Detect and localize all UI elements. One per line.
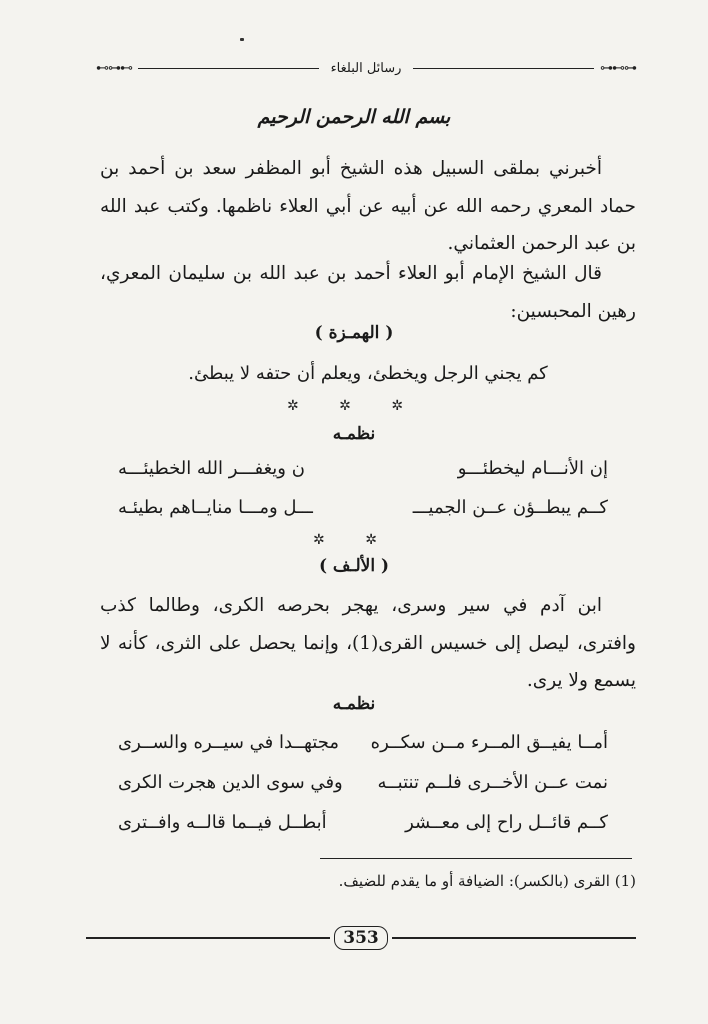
verse-hemistich-left: أبطــل فيــما قالــه وافــترى <box>118 812 327 833</box>
paragraph-intro-text: أخبرني بملقى السبيل هذه الشيخ أبو المظفر سعد بن أحمد بن حماد المعري رحمه الله عن أبيه عن أبي العلاء ناظمها. وكتب عبد الله بن عبد الرحمن العثماني. <box>100 158 636 254</box>
verse-hemistich-left: وفي سوى الدين هجرت الكرى <box>118 772 343 793</box>
paragraph-author <box>100 255 636 330</box>
stars-divider: ✲ ✲ ✲ <box>286 398 422 414</box>
verse-hemistich-right: أمــا يفيــق المــرء مــن سكــره <box>370 732 608 753</box>
footnote: (1) القرى (بالكسر): الضيافة أو ما يقدم للضيف. <box>338 872 636 890</box>
verse-line <box>118 497 608 518</box>
ornament-left: ⊷⊶⊷ <box>96 60 132 76</box>
ornament-right: ⊶⊷⊶ <box>600 60 636 76</box>
paragraph-intro <box>100 150 636 263</box>
verse-line <box>118 812 608 833</box>
verse-hemistich-left: ن ويغفـــر الله الخطيئـــه <box>118 458 305 479</box>
header-title: رسائل البلغاء <box>330 60 402 76</box>
page-footer <box>86 924 636 952</box>
stars-divider: ✲ ✲ <box>313 532 395 548</box>
running-header <box>96 58 636 78</box>
section-title-nazm-2: نظمـه <box>332 694 376 714</box>
footer-rule-right <box>392 937 636 939</box>
verse-hemistich-right: كــم قائــل راح إلى معــشر <box>405 812 608 833</box>
verse-hemistich-left: مجتهــدا في سيــره والســرى <box>118 732 339 753</box>
footnote-rule <box>320 858 632 859</box>
verse-hemistich-right: نمت عــن الأخــرى فلــم تنتبــه <box>377 772 608 793</box>
header-rule-left <box>138 68 319 69</box>
verse-hemistich-right: كــم يبطــؤن عــن الجميـــ <box>412 497 608 518</box>
page-mark <box>240 38 244 41</box>
basmala: بسم الله الرحمن الرحيم <box>257 106 451 128</box>
section-title-alif: ( الألـف ) <box>318 556 390 576</box>
header-rule-right <box>413 68 594 69</box>
verse-line <box>118 772 608 793</box>
paragraph-author-text: قال الشيخ الإمام أبو العلاء أحمد بن عبد الله بن سليمان المعري، رهين المحبسين: <box>100 263 636 322</box>
section-title-nazm-1: نظمـه <box>332 424 376 444</box>
verse-line <box>118 458 608 479</box>
verse-hemistich-left: ـــل ومـــا منايــاهم بطيئـه <box>118 497 313 518</box>
hamza-text: كم يجني الرجل ويخطئ، ويعلم أن حتفه لا يبطئ. <box>188 363 548 384</box>
paragraph-alif <box>100 587 636 700</box>
page-number: 353 <box>334 926 388 950</box>
verse-line <box>118 732 608 753</box>
paragraph-alif-text: ابن آدم في سير وسرى، يهجر بحرصه الكرى، وطالما كذب وافترى، ليصل إلى خسيس القرى(1)، وإنما يحصل على الثرى، كأنه لا يسمع ولا يرى. <box>100 595 636 691</box>
verse-hemistich-right: إن الأنـــام ليخطئـــو <box>457 458 608 479</box>
section-title-hamza: ( الهمـزة ) <box>314 323 394 343</box>
footer-rule-left <box>86 937 330 939</box>
